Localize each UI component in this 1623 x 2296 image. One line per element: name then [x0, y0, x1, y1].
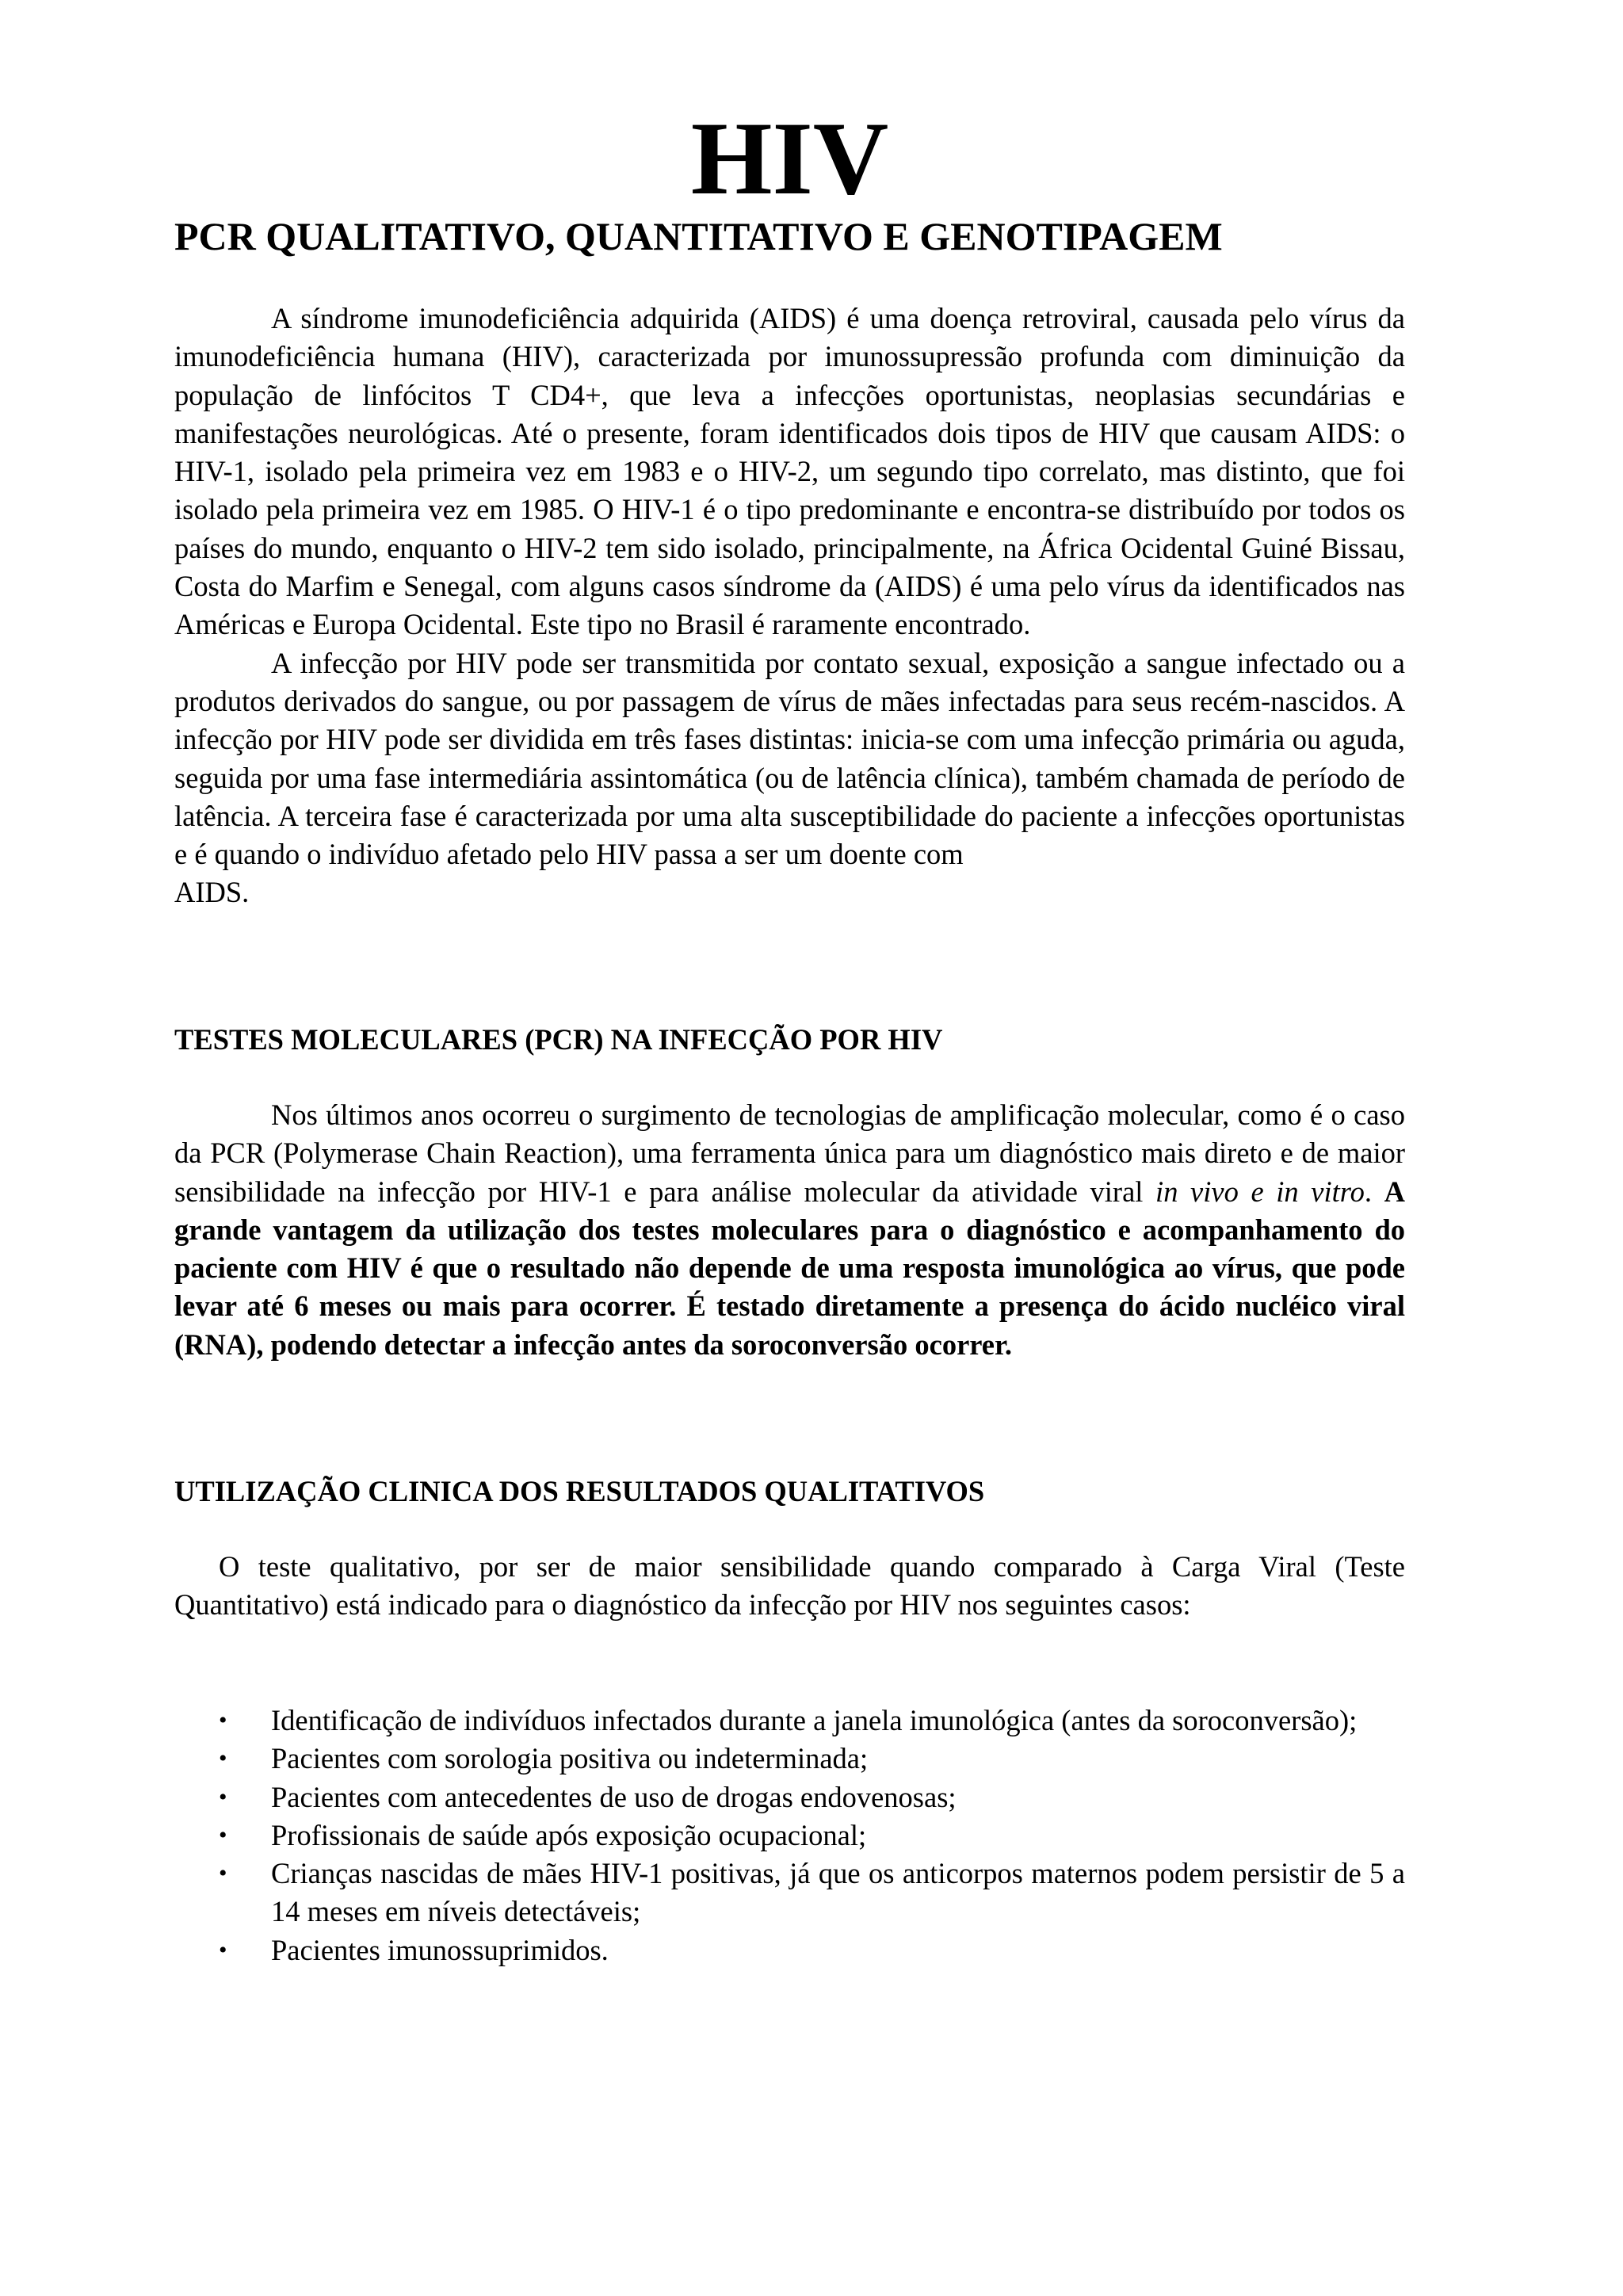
bullet-icon: • — [219, 1821, 227, 1848]
list-item-text: Pacientes com sorologia positiva ou indeterminada; — [271, 1742, 869, 1775]
document-title: HIV — [690, 100, 889, 216]
bullet-icon: • — [219, 1745, 227, 1772]
bullet-icon: • — [219, 1860, 227, 1887]
clinical-intro: O teste qualitativo, por ser de maior sensibilidade quando comparado à Carga Viral (Teste Quantitativo) está indicado para o diagnóstico da infecção por HIV nos seguintes casos: — [174, 1550, 1405, 1622]
list-item-text: Identificação de indivíduos infectados durante a janela imunológica (antes da soroconversão); — [271, 1704, 1358, 1736]
list-item-text: Crianças nascidas de mães HIV-1 positivas, já que os anticorpos maternos podem persistir de 5 a 14 meses em níveis detectáveis; — [271, 1857, 1405, 1928]
pcr-text-italic: in vivo e in vitro — [1155, 1175, 1365, 1208]
list-item — [174, 1740, 1405, 1778]
list-item — [174, 1817, 1405, 1855]
pcr-text-period: . — [1364, 1175, 1384, 1208]
list-item — [174, 1702, 1405, 1740]
section-clinical-body — [174, 1548, 1405, 1625]
document-subtitle: PCR QUALITATIVO, QUANTITATIVO E GENOTIPAGEM — [174, 214, 1223, 258]
intro-paragraph-1: A síndrome imunodeficiência adquirida (AIDS) é uma doença retroviral, causada pelo vírus da imunodeficiência humana (HIV), caracterizada por imunossupressão profunda com diminuição da população de linfócitos T CD4+, que leva a infecções oportunistas, neoplasias secundárias e manifestações neurológicas. Até o presente, foram identificados dois tipos de HIV que causam AIDS: o HIV-1, isolado pela primeira vez em 1983 e o HIV-2, um segundo tipo correlato, mas distinto, que foi isolado pela primeira vez em 1985. O HIV-1 é o tipo predominante e encontra-se distribuído por todos os países do mundo, enquanto o HIV-2 tem sido isolado, principalmente, na África Ocidental Guiné Bissau, Costa do Marfim e Senegal, com alguns casos síndrome da (AIDS) é uma pelo vírus da identificados nas Américas e Europa Ocidental. Este tipo no Brasil é raramente encontrado. — [174, 302, 1405, 641]
bullet-icon: • — [219, 1783, 227, 1810]
pcr-paragraph — [174, 1096, 1405, 1364]
list-item-text: Pacientes imunossuprimidos. — [271, 1933, 609, 1966]
intro-section — [174, 300, 1405, 912]
bullet-icon: • — [219, 1707, 227, 1733]
intro-paragraph-3: AIDS. — [174, 876, 250, 909]
list-item — [174, 1931, 1405, 1969]
list-item-text: Profissionais de saúde após exposição ocupacional; — [271, 1818, 867, 1851]
section-heading-clinical: UTILIZAÇÃO CLINICA DOS RESULTADOS QUALITATIVOS — [174, 1475, 985, 1507]
list-item-text: Pacientes com antecedentes de uso de drogas endovenosas; — [271, 1780, 957, 1813]
list-item — [174, 1855, 1405, 1931]
section-pcr-body — [174, 1096, 1405, 1364]
clinical-bullet-list — [174, 1702, 1405, 1969]
bullet-icon: • — [219, 1936, 227, 1963]
intro-paragraph-2: A infecção por HIV pode ser transmitida por contato sexual, exposição a sangue infectado ou a produtos derivados do sangue, ou por passagem de vírus de mães infectadas para seus recém-nascidos. A infecção por HIV pode ser dividida em três fases distintas: inicia-se com uma infecção primária ou aguda, seguida por uma fase intermediária assintomática (ou de latência clínica), também chamada de período de latência. A terceira fase é caracterizada por uma alta susceptibilidade do paciente a infecções oportunistas e é quando o indivíduo afetado pelo HIV passa a ser um doente com — [174, 646, 1405, 871]
section-heading-pcr: TESTES MOLECULARES (PCR) NA INFECÇÃO POR HIV — [174, 1023, 943, 1056]
pcr-text-bold: A grande vantagem da utilização dos testes moleculares para o diagnóstico e acompanhamento do paciente com HIV é que o resultado não depende de uma resposta imunológica ao vírus, que pode levar até 6 meses ou mais para ocorrer. É testado diretamente a presença do ácido nucléico viral (RNA), podendo detectar a infecção antes da soroconversão ocorrer. — [174, 1175, 1405, 1361]
pcr-text-plain: Nos últimos anos ocorreu o surgimento de tecnologias de amplificação molecular, como é o caso da PCR (Polymerase Chain Reaction), uma ferramenta única para um diagnóstico mais direto e de maior sensibilidade na infecção por HIV-1 e para análise molecular da atividade viral — [174, 1098, 1405, 1208]
list-item — [174, 1778, 1405, 1817]
